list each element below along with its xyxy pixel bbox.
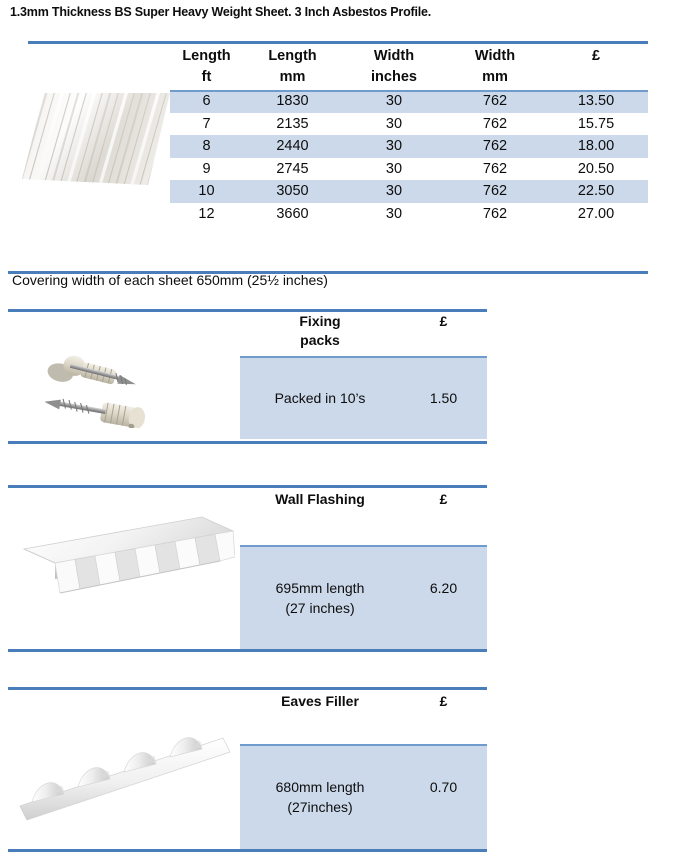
column-header-line2: ft bbox=[201, 69, 212, 85]
eaves-filler-bottom-rule bbox=[8, 849, 487, 852]
column-header-length-mm bbox=[243, 46, 342, 90]
column-header-line1: Length bbox=[268, 48, 317, 64]
cell-price: 1.50 bbox=[400, 356, 487, 439]
sheet-table-top-rule bbox=[28, 41, 648, 44]
sheet-table-body bbox=[170, 90, 648, 225]
table-header-row bbox=[240, 692, 487, 744]
column-header-line2: mm bbox=[279, 69, 306, 85]
cell-width-mm: 762 bbox=[446, 90, 544, 113]
cell-length-ft: 10 bbox=[170, 180, 243, 203]
column-header-line1: £ bbox=[439, 313, 448, 329]
column-header-price bbox=[400, 692, 487, 744]
cell-price: 20.50 bbox=[577, 160, 615, 177]
table-row bbox=[240, 545, 487, 650]
cell-width-mm: 762 bbox=[446, 135, 544, 158]
column-header-line1: Fixing bbox=[299, 313, 341, 329]
cell-width-mm: 762 bbox=[482, 205, 508, 222]
table-row bbox=[170, 90, 648, 113]
table-header-row bbox=[170, 46, 648, 90]
table-row bbox=[170, 203, 648, 226]
column-header-line1: £ bbox=[591, 48, 601, 64]
cell-price: 22.50 bbox=[544, 180, 648, 203]
table-row bbox=[240, 356, 487, 439]
column-header-price bbox=[544, 46, 648, 90]
cell-description-line2: (27inches) bbox=[287, 799, 353, 815]
column-header-line2: mm bbox=[482, 69, 508, 85]
column-header-width-inches bbox=[342, 46, 446, 90]
cell-length-ft: 8 bbox=[170, 135, 243, 158]
cell-width-inches: 30 bbox=[385, 115, 403, 132]
cell-width-inches: 30 bbox=[342, 135, 446, 158]
cell-length-ft: 6 bbox=[170, 90, 243, 113]
cell-width-inches: 30 bbox=[385, 160, 403, 177]
corrugated-sheet-photo bbox=[22, 93, 170, 213]
cell-price-value: 6.20 bbox=[429, 579, 458, 596]
column-header-length-ft bbox=[170, 46, 243, 90]
cell-width-inches: 30 bbox=[342, 180, 446, 203]
column-header-width-mm bbox=[446, 46, 544, 90]
column-header-line1: Length bbox=[182, 48, 231, 64]
cell-price bbox=[400, 744, 487, 850]
cell-width-mm: 762 bbox=[482, 115, 508, 132]
column-header-wall-flashing bbox=[240, 490, 400, 545]
cell-price: 15.75 bbox=[577, 115, 615, 132]
column-header-line1: £ bbox=[439, 491, 448, 507]
cell-length-mm: 2440 bbox=[243, 135, 342, 158]
sheet-table-header-rule bbox=[170, 90, 648, 92]
wall-flashing-bottom-rule bbox=[8, 649, 487, 652]
cell-price: 27.00 bbox=[577, 205, 615, 222]
column-header-line2: packs bbox=[300, 332, 340, 348]
table-row bbox=[170, 158, 648, 181]
table-row bbox=[170, 180, 648, 203]
column-header-line1: Wall Flashing bbox=[275, 491, 365, 507]
page-title: 1.3mm Thickness BS Super Heavy Weight Sheet. 3 Inch Asbestos Profile. bbox=[10, 5, 432, 19]
eaves-filler-top-rule bbox=[8, 687, 487, 690]
column-header-fixing-packs bbox=[240, 312, 400, 356]
column-header-line1: Eaves Filler bbox=[281, 693, 359, 709]
cell-description-line1: 695mm length bbox=[275, 579, 365, 596]
fixing-packs-bottom-rule bbox=[8, 441, 487, 444]
fixing-pack-screws-photo bbox=[45, 343, 195, 428]
fixing-packs-header-rule bbox=[240, 356, 487, 358]
table-row bbox=[240, 744, 487, 850]
fixing-packs-table bbox=[240, 312, 487, 439]
cell-price-value: 0.70 bbox=[429, 779, 458, 795]
eaves-filler-table bbox=[240, 692, 487, 850]
wall-flashing-photo bbox=[20, 513, 235, 623]
table-row bbox=[170, 113, 648, 136]
column-header-line2: inches bbox=[371, 69, 417, 85]
cell-price: 18.00 bbox=[544, 135, 648, 158]
column-header-price bbox=[400, 312, 487, 356]
column-header-line1: £ bbox=[439, 693, 448, 709]
cell-description-line2: (27 inches) bbox=[285, 599, 355, 616]
table-header-row bbox=[240, 490, 487, 545]
column-header-price bbox=[400, 490, 487, 545]
cell-description: Packed in 10’s bbox=[240, 356, 400, 439]
cell-length-mm: 3660 bbox=[276, 205, 309, 222]
table-row bbox=[170, 135, 648, 158]
cell-width-mm: 762 bbox=[482, 160, 508, 177]
cell-description bbox=[240, 545, 400, 650]
column-header-eaves-filler bbox=[240, 692, 400, 744]
column-header-line1: Width bbox=[474, 48, 516, 64]
cell-length-mm: 3050 bbox=[243, 180, 342, 203]
cell-length-ft: 9 bbox=[202, 160, 211, 177]
covering-width-note: Covering width of each sheet 650mm (25½ inches) bbox=[12, 272, 328, 288]
eaves-filler-header-rule bbox=[240, 744, 487, 746]
cell-description bbox=[240, 744, 400, 850]
cell-length-mm: 2745 bbox=[276, 160, 309, 177]
cell-width-mm: 762 bbox=[446, 180, 544, 203]
eaves-filler-photo bbox=[18, 730, 233, 822]
cell-price: 13.50 bbox=[544, 90, 648, 113]
wall-flashing-header-rule bbox=[240, 545, 487, 547]
cell-price bbox=[400, 545, 487, 650]
wall-flashing-table bbox=[240, 490, 487, 650]
wall-flashing-top-rule bbox=[8, 485, 487, 488]
cell-length-ft: 12 bbox=[198, 205, 215, 222]
cell-description-line1: 680mm length bbox=[275, 779, 365, 795]
cell-width-inches: 30 bbox=[342, 90, 446, 113]
cell-length-mm: 2135 bbox=[276, 115, 309, 132]
sheet-price-table bbox=[170, 46, 648, 225]
table-header-row bbox=[240, 312, 487, 356]
column-header-line1: Width bbox=[373, 48, 415, 64]
cell-width-inches: 30 bbox=[385, 205, 403, 222]
cell-length-ft: 7 bbox=[202, 115, 211, 132]
cell-length-mm: 1830 bbox=[243, 90, 342, 113]
